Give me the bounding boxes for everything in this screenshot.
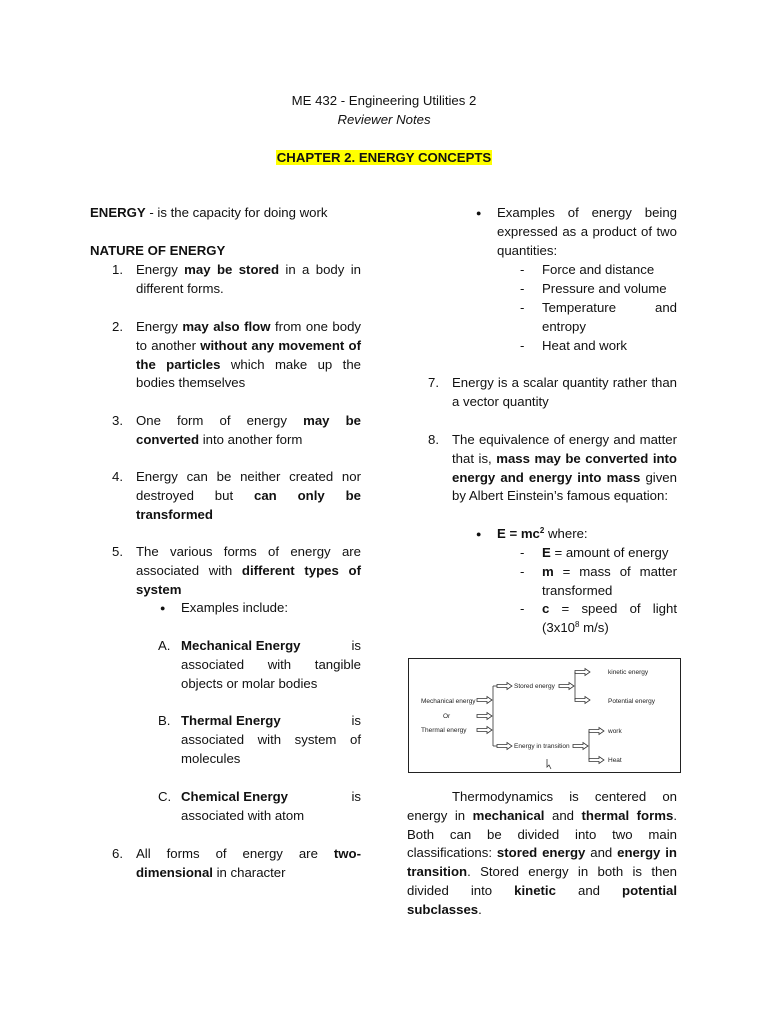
cursor-icon [547,759,551,769]
chapter-heading: CHAPTER 2. ENERGY CONCEPTS [276,150,492,165]
thermo-paragraph [407,788,677,920]
list-item [136,543,361,599]
arrow-icon [497,683,512,690]
sub-item-thermal: Thermal Energy is associated with system of molecules [181,713,361,766]
bold-text: two-dimensional [136,846,361,880]
label-transition: Energy in transition [514,743,570,750]
pair-item: Pressure and volume [542,281,667,296]
label-work: work [608,728,622,735]
bold-text: stored energy [496,845,586,861]
label-mechanical: Mechanical energy [421,698,476,705]
text-run: The various forms of energy are associated with [136,544,361,578]
label-heat: Heat [608,757,622,764]
text-run: The equivalence of energy and matter that is, [452,432,677,466]
sub-letter: C. [158,789,172,804]
list-number: 8. [428,432,439,447]
label-thermal: Thermal energy [421,727,467,734]
arrow-icon [589,757,604,764]
list-number: 6. [112,846,123,861]
var-mass: m = mass of matter transformed [542,564,677,598]
dash-marker: - [520,564,525,579]
list-item [136,412,361,450]
arrow-icon [477,697,492,704]
energy-definition: ENERGY - is the capacity for doing work [90,205,328,220]
list-item [452,431,677,506]
text-run: and [555,882,623,898]
list-number: 3. [112,413,123,428]
text-run: . Stored energy in both is then divided into [407,864,677,898]
sub-letter: A. [158,638,171,653]
course-title: ME 432 - Engineering Utilities 2 [291,93,477,108]
bold-text: mass may be converted into energy and energy into mass [452,450,677,485]
text-run: from one body to another [136,319,362,353]
bold-text: may also flow [182,319,271,334]
list-number: 5. [112,544,123,559]
bold-text: energy in transition [407,845,677,880]
arrow-icon [589,728,604,735]
dash-marker: - [520,601,525,616]
list-number: 7. [428,375,439,390]
arrow-icon [573,743,588,750]
text-run: Thermodynamics is centered on energy in [407,789,677,823]
text-run: All forms of energy are [136,846,334,861]
bold-text: potential subclasses [407,882,677,917]
text-run: Energy [136,262,185,277]
label-or: Or [443,713,451,720]
section-heading: NATURE OF ENERGY [90,243,226,258]
label-kinetic: kinetic energy [608,669,649,676]
text-run: . Both can be divided into two main classifications: [407,807,677,861]
text-run: Energy can be neither created nor destroyed but [136,469,361,503]
bold-text: without any movement of the particles [136,337,361,372]
sub-item-mechanical: Mechanical Energy is associated with tangible objects or molar bodies [181,638,361,691]
examples-bullet: ● Examples include: [181,599,288,618]
text-run: given by Albert Einstein’s famous equation: [452,469,677,504]
bold-text: kinetic [514,882,556,898]
bold-text: may be converted [136,413,361,447]
arrow-icon [559,683,574,690]
list-item [136,468,361,524]
list-number: 4. [112,469,123,484]
arrow-icon [477,713,492,720]
bold-text: thermal forms [581,807,674,823]
text-run: which make up the bodies themselves [136,356,361,391]
dash-marker: - [520,281,525,296]
list-item: Energy is a scalar quantity rather than a vector quantity [452,375,677,409]
text-run: and [585,845,618,861]
dash-marker: - [520,300,525,315]
bold-text: can only be transformed [136,487,361,522]
var-energy: E = amount of energy [542,545,669,560]
arrow-icon [575,697,590,704]
text-run: and [544,807,582,823]
dash-marker: - [520,545,525,560]
arrow-icon [477,727,492,734]
list-number: 2. [112,319,123,334]
doc-subtitle: Reviewer Notes [337,112,431,127]
arrow-icon [575,669,590,676]
product-bullet: ● Examples of energy being expressed as a product of two quantities: [497,204,677,260]
label-potential: Potential energy [608,698,655,705]
bold-text: different types of system [136,562,361,597]
list-item [136,318,361,393]
dash-marker: - [520,338,525,353]
energy-diagram-svg [409,659,680,772]
arrow-icon [497,743,512,750]
list-item [136,845,361,883]
text-run: . [478,901,482,917]
text-run: in character [212,864,286,880]
dash-marker: - [520,262,525,277]
sub-item-chemical: Chemical Energy is associated with atom [181,789,361,823]
energy-diagram [408,658,681,773]
text-run: into another form [199,431,303,447]
text-run: in a body in different forms. [136,262,361,296]
list-item [136,261,361,299]
pair-item: Heat and work [542,338,628,353]
label-stored: Stored energy [514,683,555,690]
sub-letter: B. [158,713,171,728]
bold-text: may be stored [184,262,280,277]
text-run: One form of energy [136,413,304,428]
list-number: 1. [112,262,123,277]
pair-item: Force and distance [542,262,655,277]
pair-item: Temperature and entropy [542,300,677,334]
text-run: Energy [136,319,183,334]
var-light: c = speed of light ($3x10^8$ m/s) [542,601,677,635]
bold-text: mechanical [472,807,545,823]
equation: ● $E = mc^2$ where: [497,525,588,544]
